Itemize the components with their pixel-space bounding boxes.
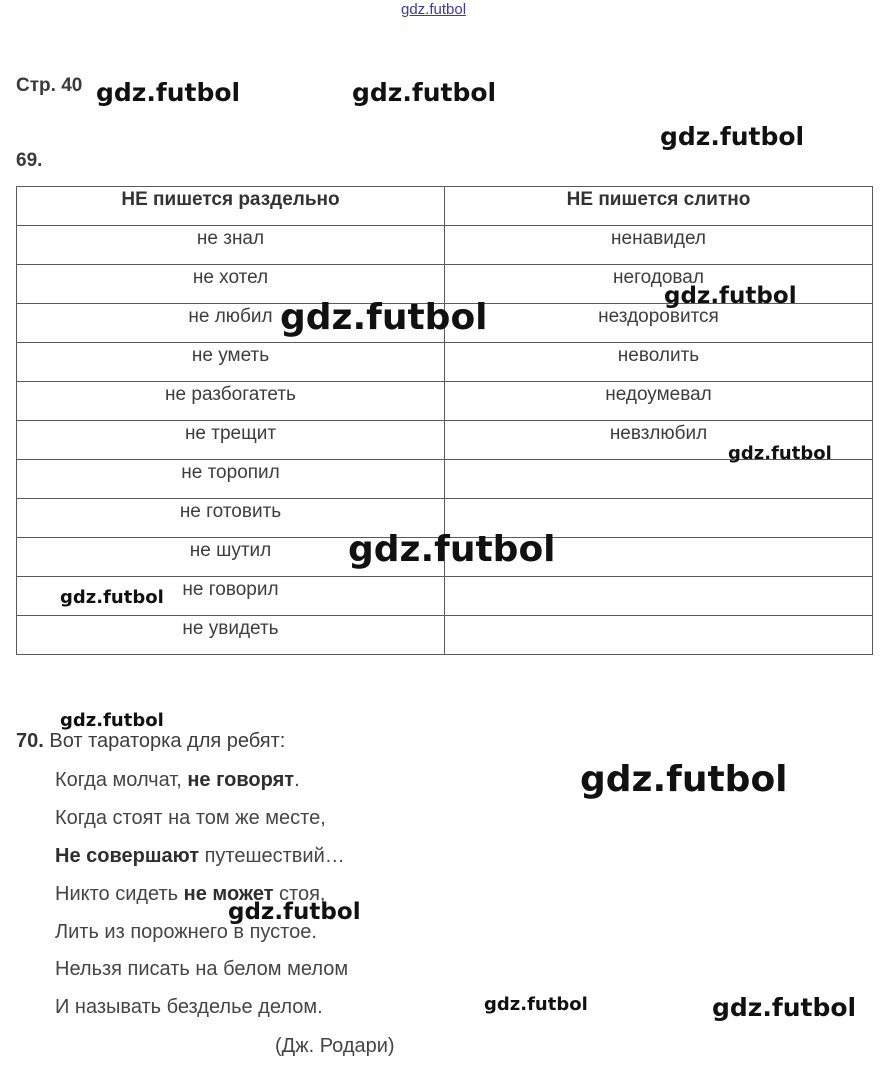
header-together: НЕ пишется слитно [445, 187, 873, 226]
poem-text: путешествий… [199, 845, 345, 867]
table-row [17, 616, 873, 655]
exercise-70-intro-text: Вот тараторка для ребят: [49, 730, 286, 752]
separate-cell: не уметь [17, 343, 445, 382]
poem-text: И называть безделье делом. [55, 996, 323, 1018]
separate-cell: не знал [17, 226, 445, 265]
poem-line [55, 996, 323, 1019]
together-cell: невзлюбил [445, 421, 873, 460]
poem-text: Никто сидеть [55, 883, 184, 905]
together-cell: недоумевал [445, 382, 873, 421]
watermark: gdz.futbol [348, 529, 556, 570]
watermark: gdz.futbol [60, 710, 164, 731]
watermark: gdz.futbol [728, 443, 832, 464]
together-cell: ненавидел [445, 226, 873, 265]
exercise-70-number: 70. [16, 730, 44, 752]
together-cell [445, 460, 873, 499]
together-cell: нездоровится [445, 304, 873, 343]
separate-cell: не разбогатеть [17, 382, 445, 421]
separate-cell: не трещит [17, 421, 445, 460]
poem-line [55, 769, 300, 792]
poem-text: Нельзя писать на белом мелом [55, 958, 349, 980]
table-header-row [17, 187, 873, 226]
separate-cell: не готовить [17, 499, 445, 538]
exercise-70-intro [16, 730, 285, 753]
watermark: gdz.futbol [664, 283, 797, 309]
separate-cell: не торопил [17, 460, 445, 499]
watermark: gdz.futbol [352, 78, 497, 107]
poem-bold-text: не говорят [187, 769, 295, 791]
separate-cell: не шутил [17, 538, 445, 577]
watermark: gdz.futbol [228, 899, 361, 925]
together-cell [445, 577, 873, 616]
poem-text: Когда стоят на том же месте, [55, 807, 326, 829]
separate-cell: не любил [17, 304, 445, 343]
poem-text: стоя, [273, 883, 326, 905]
watermark: gdz.futbol [660, 122, 805, 151]
poem-text: Лить из порожнего в пустое. [55, 921, 317, 943]
watermark: gdz.futbol [484, 994, 588, 1015]
separate-cell: не увидеть [17, 616, 445, 655]
poem-bold-text: не может [183, 883, 274, 905]
poem-line [55, 845, 345, 868]
together-cell: негодовал [445, 265, 873, 304]
exercise-69-number: 69. [16, 150, 43, 171]
poem-line [55, 958, 348, 981]
watermark: gdz.futbol [280, 297, 488, 338]
watermark: gdz.futbol [60, 587, 164, 608]
together-cell: неволить [445, 343, 873, 382]
separate-cell: не хотел [17, 265, 445, 304]
together-cell [445, 616, 873, 655]
page-label: Стр. 40 [16, 75, 83, 96]
poem-text: . [294, 769, 300, 791]
table-row [17, 226, 873, 265]
poem-text: Когда молчат, [55, 769, 188, 791]
poem-bold-text: Не совершают [55, 845, 200, 867]
header-separate: НЕ пишется раздельно [17, 187, 445, 226]
table-row [17, 343, 873, 382]
separate-cell: не говорил [17, 577, 445, 616]
poem-author: (Дж. Родари) [275, 1035, 395, 1057]
table-row [17, 460, 873, 499]
poem-line [55, 807, 326, 830]
site-link[interactable]: gdz.futbol [401, 1, 467, 18]
watermark: gdz.futbol [96, 78, 241, 107]
watermark: gdz.futbol [580, 759, 788, 800]
table-row [17, 382, 873, 421]
exercise-69-table [16, 186, 873, 655]
watermark: gdz.futbol [712, 993, 857, 1022]
